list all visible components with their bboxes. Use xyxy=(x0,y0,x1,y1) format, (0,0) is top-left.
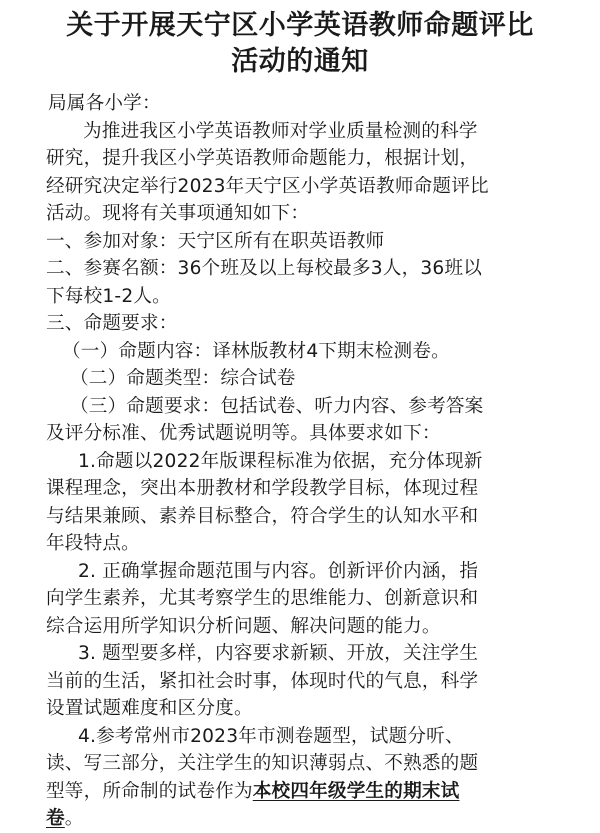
requirement-type: （二）命题类型：综合试卷 xyxy=(70,368,296,389)
requirement-content: （一）命题内容：译林版教材4下期末检测卷。 xyxy=(62,340,450,362)
salutation: 局属各小学： xyxy=(48,93,161,114)
emphasis-final-exam: 本校四年级学生的期末试 xyxy=(252,780,460,802)
section-requirements-heading: 三、命题要求： xyxy=(46,313,178,334)
section-quota: 二、参赛名额：36个班及以上每校最多3人，36班以 下每校1-2人。 xyxy=(46,258,483,307)
notice-title xyxy=(24,8,576,80)
list-item-3: 3. 题型要多样，内容要求新颖、开放，关注学生 当前的生活，紧扣社会时事，体现时代的气息，科学 设置试题难度和区分度。 xyxy=(46,643,479,719)
title-line-2: 活动的通知 xyxy=(231,46,369,77)
title-line-1: 关于开展天宁区小学英语教师命题评比 xyxy=(66,10,534,41)
requirement-details: （三）命题要求：包括试卷、听力内容、参考答案 及评分标准、优秀试题说明等。具体要求如下： xyxy=(46,395,484,444)
section-participants: 一、参加对象：天宁区所有在职英语教师 xyxy=(46,230,385,252)
list-item-1: 1.命题以2022年版课程标准为依据，充分体现新 课程理念，突出本册教材和学段教学目标，体现过程 与结果兼顾、素养目标整合，符合学生的认知水平和 年段特点。 xyxy=(46,450,483,554)
list-item-2: 2. 正确掌握命题范围与内容。创新评价内涵，指 向学生素养，尤其考察学生的思维能力、创新意识和 综合运用所学知识分析问题、解决问题的能力。 xyxy=(46,560,479,637)
intro-paragraph: 为推进我区小学英语教师对学业质量检测的科学 研究，提升我区小学英语教师命题能力，根据计划， 经研究决定举行2023年天宁区小学英语教师命题评比 活动。现将有关事项通知如下： xyxy=(46,120,489,224)
list-item-4: 4.参考常州市2023年市测卷题型，试题分听、 读、写三部分，关注学生的知识薄弱点、不熟悉的题 型等，所命制的试卷作为本校四年级学生的期末试 卷。 xyxy=(46,725,479,829)
notice-body xyxy=(48,90,568,833)
